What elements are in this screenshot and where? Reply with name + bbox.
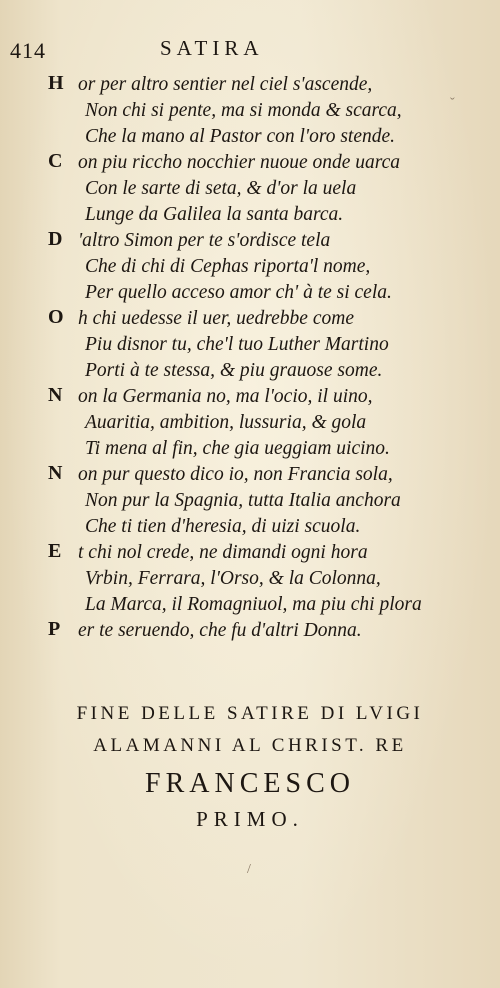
stanza-initial: C [48, 150, 63, 172]
stanza-initial: P [48, 618, 61, 640]
verse-line: Piu disnor tu, che'l tuo Luther Martino [85, 334, 389, 355]
verse-line: on la Germania no, ma l'ocio, il uino, [78, 386, 373, 407]
verse-line: Porti à te stessa, & piu grauose some. [85, 360, 383, 381]
colophon-line: ALAMANNI AL CHRIST. RE [93, 735, 407, 756]
verse-line: h chi uedesse il uer, uedrebbe come [78, 308, 354, 329]
colophon-line: FINE DELLE SATIRE DI LVIGI [76, 703, 424, 724]
stanza-initial: D [48, 228, 63, 250]
stanza-initial: N [48, 384, 63, 406]
verse-line: Per quello acceso amor ch' à te si cela. [85, 282, 392, 303]
verse-line: Lunge da Galilea la santa barca. [85, 204, 344, 225]
running-head: SATIRA [160, 36, 264, 60]
verse-line: Non chi si pente, ma si monda & scarca, [85, 100, 402, 121]
verse-line: La Marca, il Romagniuol, ma piu chi plora [85, 594, 422, 615]
page-number: 414 [10, 38, 46, 63]
verse-line: er te seruendo, che fu d'altri Donna. [78, 620, 362, 641]
stanza-initial: O [48, 306, 64, 328]
verse-line: Che di chi di Cephas riporta'l nome, [85, 256, 371, 277]
colophon-line: PRIMO. [196, 807, 304, 831]
verse-line: or per altro sentier nel ciel s'ascende, [78, 74, 373, 95]
paper-speck: / [247, 862, 251, 877]
colophon-title: FRANCESCO [145, 768, 355, 799]
verse-line: Che ti tien d'heresia, di uizi scuola. [85, 516, 361, 537]
verse-line: Non pur la Spagnia, tutta Italia anchora [85, 490, 401, 511]
verse-line: t chi nol crede, ne dimandi ogni hora [78, 542, 368, 563]
verse-line: 'altro Simon per te s'ordisce tela [78, 230, 331, 251]
stanza-initial: N [48, 462, 63, 484]
verse-line: Con le sarte di seta, & d'or la uela [85, 178, 357, 199]
verse-line: on piu riccho nocchier nuoue onde uarca [78, 152, 401, 173]
paper-speck: ˇ [450, 96, 455, 111]
verse-line: on pur questo dico io, non Francia sola, [78, 464, 393, 485]
verse-line: Ti mena al fin, che gia ueggiam uicino. [85, 438, 390, 459]
stanza-initial: E [48, 540, 62, 562]
stanza-initial: H [48, 72, 64, 94]
verse-line: Che la mano al Pastor con l'oro stende. [85, 126, 396, 147]
verse-line: Auaritia, ambition, lussuria, & gola [85, 412, 367, 433]
verse-line: Vrbin, Ferrara, l'Orso, & la Colonna, [85, 568, 381, 589]
